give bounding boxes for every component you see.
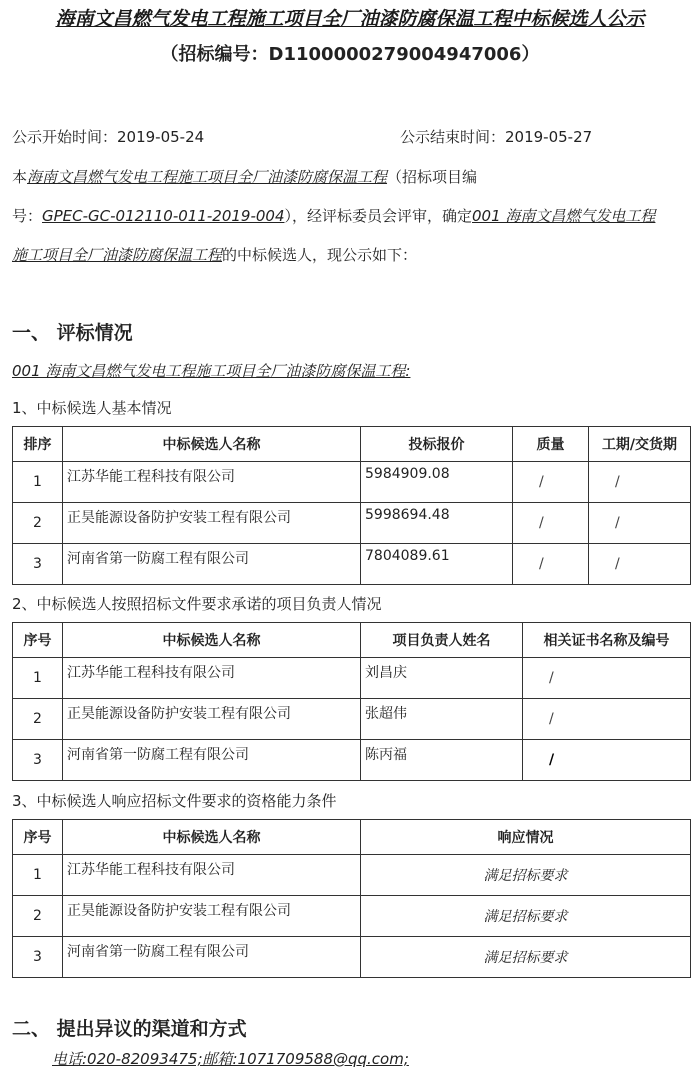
table-row	[13, 937, 691, 978]
period-cell: /	[589, 462, 691, 503]
rank-cell: 3	[13, 937, 63, 978]
table-row	[13, 503, 691, 544]
table-row	[13, 855, 691, 896]
candidate-name-cell: 河南省第一防腐工程有限公司	[63, 544, 361, 585]
tender-number: （招标编号：D1100000279004947006）	[160, 44, 540, 65]
bid-price-cell: 5998694.48	[361, 503, 513, 544]
section-name: 施工项目全厂油漆防腐保温工程	[12, 246, 223, 264]
table-header-row	[13, 427, 691, 462]
table-row	[13, 896, 691, 937]
column-header: 中标候选人名称	[63, 427, 361, 462]
candidate-name-cell: 正昊能源设备防护安装工程有限公司	[63, 503, 361, 544]
period-cell: /	[589, 503, 691, 544]
candidate-name-cell: 正昊能源设备防护安装工程有限公司	[63, 896, 361, 937]
response-cell: 满足招标要求	[361, 896, 691, 937]
table-row	[13, 699, 691, 740]
column-header: 工期/交货期	[589, 427, 691, 462]
table-row	[13, 740, 691, 781]
manager-name-cell: 陈丙福	[361, 740, 523, 781]
rank-cell: 2	[13, 503, 63, 544]
certificate-cell: /	[523, 699, 691, 740]
column-header: 响应情况	[361, 820, 691, 855]
column-header: 排序	[13, 427, 63, 462]
intro-text: （招标项目编	[387, 168, 478, 186]
intro-line-3	[12, 244, 692, 265]
rank-cell: 2	[13, 896, 63, 937]
end-date: 公示结束时间：2019-05-27	[400, 128, 593, 146]
bid-price-cell: 7804089.61	[361, 544, 513, 585]
quality-cell: /	[513, 544, 589, 585]
project-name-link: 海南文昌燃气发电工程施工项目全厂油漆防腐保温工程	[27, 168, 388, 186]
column-header: 质量	[513, 427, 589, 462]
intro-text: 的中标候选人，现公示如下：	[222, 246, 418, 264]
candidate-name-cell: 正昊能源设备防护安装工程有限公司	[63, 699, 361, 740]
column-header: 序号	[13, 623, 63, 658]
intro-text: 本	[12, 168, 28, 186]
manager-name-cell: 张超伟	[361, 699, 523, 740]
table-header-row	[13, 623, 691, 658]
publication-dates	[12, 126, 593, 147]
intro-line-2	[12, 205, 692, 226]
project-code: GPEC-GC-012110-011-2019-004	[42, 207, 285, 225]
table3-caption: 3、中标候选人响应招标文件要求的资格能力条件	[12, 792, 337, 810]
table1-caption: 1、中标候选人基本情况	[12, 399, 172, 417]
rank-cell: 2	[13, 699, 63, 740]
candidate-name-cell: 河南省第一防腐工程有限公司	[63, 740, 361, 781]
table-row	[13, 462, 691, 503]
rank-cell: 3	[13, 740, 63, 781]
column-header: 投标报价	[361, 427, 513, 462]
manager-name-cell: 刘昌庆	[361, 658, 523, 699]
intro-line-1	[12, 166, 692, 187]
quality-cell: /	[513, 462, 589, 503]
quality-cell: /	[513, 503, 589, 544]
table-row	[13, 658, 691, 699]
table2-caption: 2、中标候选人按照招标文件要求承诺的项目负责人情况	[12, 595, 382, 613]
candidate-name-cell: 河南省第一防腐工程有限公司	[63, 937, 361, 978]
page-title: 海南文昌燃气发电工程施工项目全厂油漆防腐保温工程中标候选人公示	[55, 8, 645, 30]
section-heading-objection: 二、 提出异议的渠道和方式	[12, 1018, 247, 1040]
table-row	[13, 544, 691, 585]
section-heading-evaluation: 一、 评标情况	[12, 322, 133, 344]
project-manager-table	[12, 622, 691, 781]
candidate-name-cell: 江苏华能工程科技有限公司	[63, 855, 361, 896]
intro-text: 号：	[12, 207, 43, 225]
response-cell: 满足招标要求	[361, 855, 691, 896]
candidate-name-cell: 江苏华能工程科技有限公司	[63, 462, 361, 503]
rank-cell: 1	[13, 855, 63, 896]
certificate-cell: /	[523, 740, 691, 781]
table-header-row	[13, 820, 691, 855]
rank-cell: 1	[13, 658, 63, 699]
certificate-cell: /	[523, 658, 691, 699]
section-project-line: 001 海南文昌燃气发电工程施工项目全厂油漆防腐保温工程:	[12, 362, 411, 380]
bid-price-cell: 5984909.08	[361, 462, 513, 503]
section-name: 001 海南文昌燃气发电工程	[472, 207, 656, 225]
intro-text: ），经评标委员会评审，确定	[284, 207, 473, 225]
column-header: 项目负责人姓名	[361, 623, 523, 658]
column-header: 中标候选人名称	[63, 820, 361, 855]
column-header: 中标候选人名称	[63, 623, 361, 658]
qualification-table	[12, 819, 691, 978]
response-cell: 满足招标要求	[361, 937, 691, 978]
rank-cell: 3	[13, 544, 63, 585]
candidates-basic-table	[12, 426, 691, 585]
start-date: 公示开始时间：2019-05-24	[12, 128, 205, 146]
column-header: 相关证书名称及编号	[523, 623, 691, 658]
column-header: 序号	[13, 820, 63, 855]
rank-cell: 1	[13, 462, 63, 503]
period-cell: /	[589, 544, 691, 585]
candidate-name-cell: 江苏华能工程科技有限公司	[63, 658, 361, 699]
contact-info: 电话:020-82093475;邮箱:1071709588@qq.com;	[52, 1050, 409, 1068]
